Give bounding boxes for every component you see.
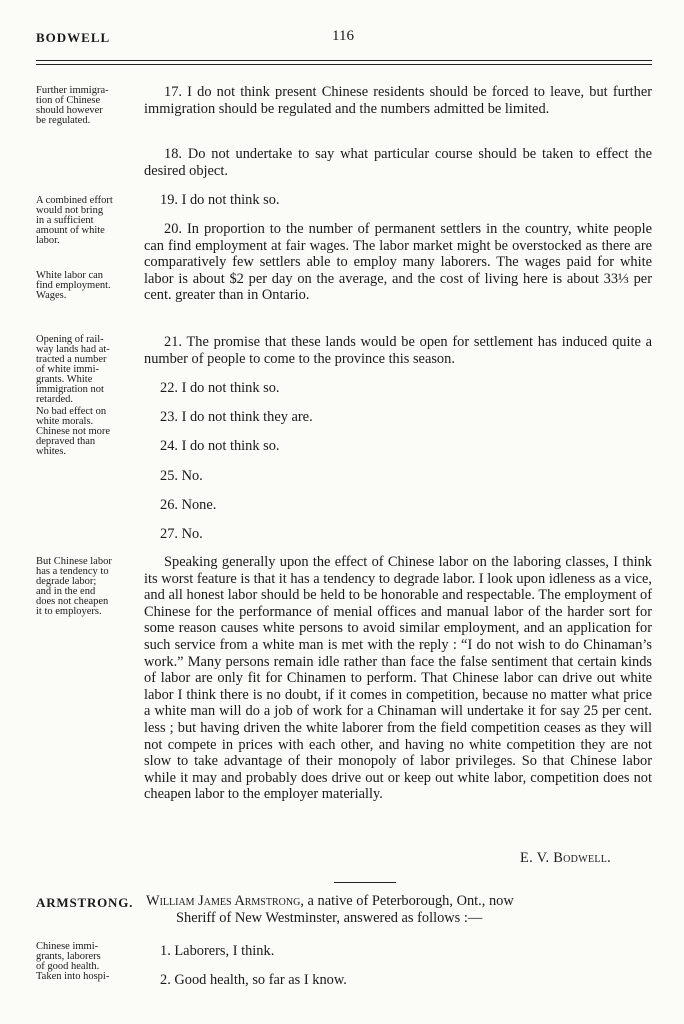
answer-18: 18. Do not undertake to say what particular course should be taken to effect the desired object.: [144, 146, 652, 179]
margin-note-combined-effort: A combined effort would not bring in a sufficient amount of white labor.: [36, 195, 113, 246]
witness-name: William James Armstrong,: [146, 893, 304, 909]
margin-note-degrade-labor: But Chinese labor has a tendency to degrade labor; and in the end does not cheapen it to employers.: [36, 556, 112, 617]
armstrong-answer-2: 2. Good health, so far as I know.: [160, 972, 347, 988]
signature: [520, 850, 611, 867]
margin-note-white-labor: White labor can find employment. Wages.: [36, 270, 111, 301]
answer-23: 23. I do not think they are.: [160, 409, 313, 425]
witness-intro: [146, 893, 652, 927]
margin-note-immigration: Further immigra- tion of Chinese should however be regulated.: [36, 85, 109, 126]
answer-17: 17. I do not think present Chinese residents should be forced to leave, but further immigration should be regulated and the numbers admitted be limited.: [144, 84, 652, 117]
answer-26: 26. None.: [160, 497, 217, 513]
answer-25: 25. No.: [160, 468, 203, 484]
signature-initials: E. V.: [520, 850, 550, 866]
witness-intro-rest: a native of Peterborough, Ont., now: [303, 893, 514, 909]
header-rule-bottom: [36, 64, 652, 65]
answer-24: 24. I do not think so.: [160, 438, 280, 454]
witness-heading: ARMSTRONG.: [36, 895, 134, 910]
section-divider: [334, 882, 396, 883]
margin-note-railway-lands: Opening of rail- way lands had at- tracted a number of white immi- grants. White immigration not retarded.: [36, 334, 110, 405]
general-remarks: Speaking generally upon the effect of Chinese labor on the laboring classes, I think its worst feature is that it has a tendency to degrade labor. I look upon idleness as a vice, and all honest labor should be held to be honorable and respectable. The employment of Chinese for the performance of menial offices and manual labor of the harder sort for some reason causes white persons to avoid similar employment, and an application for such service from a white man is met with the reply : “I do not wish to do Chinaman’s work.” Many persons remain idle rather than face the false sentiment that certain kinds of labor are only fit for Chinamen to perform. That Chinese labor can drive out white labor I think there is no doubt, if it comes in competition, because no matter what price a white man will do a job of work for a Chinaman will undertake it for say 25 per cent. less ; but having driven the white laborer from the field competition ceases as they will not compete in prices with each other, and having no white competition they are not slow to take advantage of their monopoly of labor privileges. So that Chinese labor while it may and probably does drive out or keep out white labor, competition does not cheapen labor to the employer materially.: [144, 554, 652, 803]
signature-surname: Bodwell.: [553, 850, 612, 866]
page-number: 116: [332, 28, 354, 44]
page-header: [36, 30, 652, 50]
margin-note-health: Chinese immi- grants, laborers of good health. Taken into hospi-: [36, 941, 110, 982]
armstrong-answer-1: 1. Laborers, I think.: [160, 943, 275, 959]
answer-20: 20. In proportion to the number of permanent settlers in the country, white people can find employment at fair wages. The labor market might be overstocked as there are comparatively few settlers able to employ many laborers. The wages paid for white labor is about $2 per day on the average, and the cost of living here is about 33⅓ per cent. greater than in Ontario.: [144, 221, 652, 304]
witness-intro-line2: Sheriff of New Westminster, answered as follows :—: [176, 910, 483, 926]
answer-21: 21. The promise that these lands would be open for settlement has induced quite a number of people to come to the province this season.: [144, 334, 652, 367]
running-head-name: BODWELL: [36, 30, 111, 45]
margin-note-morals: No bad effect on white morals. Chinese not more depraved than whites.: [36, 406, 111, 457]
answer-22: 22. I do not think so.: [160, 380, 280, 396]
answer-27: 27. No.: [160, 526, 203, 542]
answer-19: 19. I do not think so.: [160, 192, 280, 208]
header-rule-top: [36, 60, 652, 61]
